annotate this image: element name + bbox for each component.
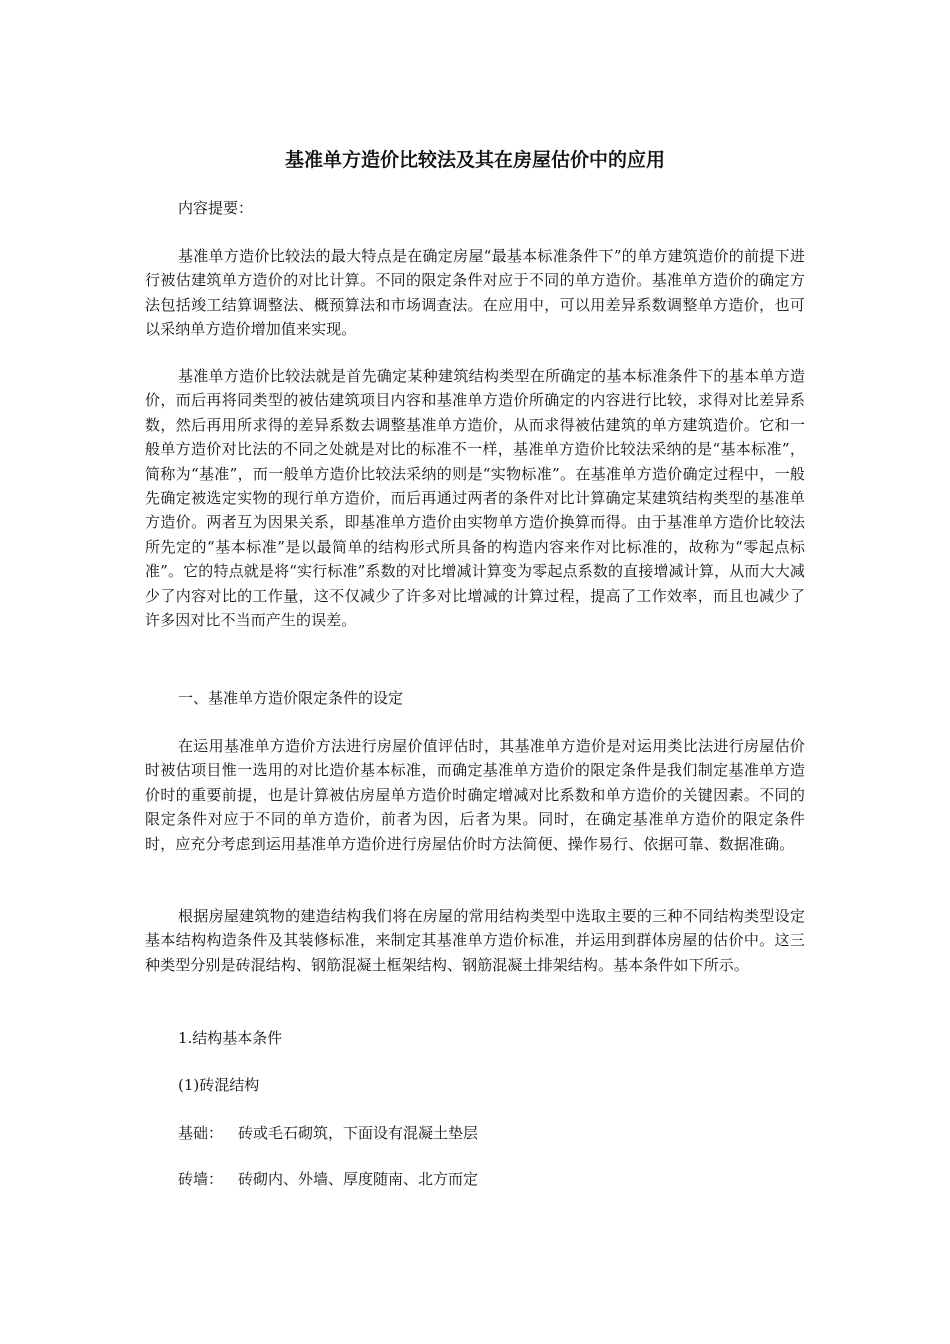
abstract-label: 内容提要：: [178, 199, 254, 217]
field-label: 基础：: [178, 1124, 224, 1142]
field-value: 砖或毛石砌筑，下面设有混凝土垫层: [238, 1124, 479, 1142]
field-brick-wall: [178, 1167, 478, 1191]
paragraph-conditions: 在运用基准单方造价方法进行房屋价值评估时，其基准单方造价是对运用类比法进行房屋估价时被估项目惟一选用的对比造价基本标准，而确定基准单方造价的限定条件是我们制定基准单方造价时的重要前提，也是计算被估房屋单方造价时确定增减对比系数和单方造价的关键因素。不同的限定条件对应于不同的单方造价，前者为因，后者为果。同时，在确定基准单方造价的限定条件时，应充分考虑到运用基准单方造价进行房屋估价时方法简便、操作易行、依据可靠、数据准确。: [145, 737, 805, 853]
subsection-heading: 1.结构基本条件: [178, 1029, 283, 1047]
paragraph-abstract: 基准单方造价比较法的最大特点是在确定房屋“最基本标准条件下”的单方建筑造价的前提下进行被估建筑单方造价的对比计算。不同的限定条件对应于不同的单方造价。基准单方造价的确定方法包括竣工结算调整法、概预算法和市场调查法。在应用中，可以用差异系数调整单方造价，也可以采纳单方造价增加值来实现。: [145, 247, 805, 339]
paragraph-structure-types: 根据房屋建筑物的建造结构我们将在房屋的常用结构类型中选取主要的三种不同结构类型设定基本结构构造条件及其装修标准，来制定其基准单方造价标准，并运用到群体房屋的估价中。这三种类型分别是砖混结构、钢筋混凝土框架结构、钢筋混凝土排架结构。基本条件如下所示。: [145, 907, 805, 974]
field-foundation: [178, 1121, 478, 1145]
document-title: 基准单方造价比较法及其在房屋估价中的应用: [284, 149, 665, 171]
paragraph-intro: 基准单方造价比较法就是首先确定某种建筑结构类型在所确定的基本标准条件下的基本单方造价，而后再将同类型的被估建筑项目内容和基准单方造价所确定的内容进行比较，求得对比差异系数，然后再用所求得的差异系数去调整基准单方造价，从而求得被估建筑的单方建筑造价。它和一般单方造价对比法的不同之处就是对比的标准不一样，基准单方造价比较法采纳的是“基本标准”，简称为“基准”，而一般单方造价比较法采纳的则是“实物标准”。在基准单方造价确定过程中，一般先确定被选定实物的现行单方造价，而后再通过两者的条件对比计算确定某建筑结构类型的基准单方造价。两者互为因果关系，即基准单方造价由实物单方造价换算而得。由于基准单方造价比较法所先定的“基本标准”是以最简单的结构形式所具备的构造内容来作对比标准的，故称为“零起点标准”。它的特点就是将“实行标准”系数的对比增减计算变为零起点系数的直接增减计算，从而大大减少了内容对比的工作量，这不仅减少了许多对比增减的计算过程，提高了工作效率，而且也减少了许多因对比不当而产生的误差。: [145, 367, 805, 630]
field-value: 砖砌内、外墙、厚度随南、北方而定: [238, 1170, 479, 1188]
field-label: 砖墙：: [178, 1170, 224, 1188]
subsubsection-heading: (1)砖混结构: [178, 1076, 260, 1094]
section-heading: 一、基准单方造价限定条件的设定: [178, 689, 404, 707]
